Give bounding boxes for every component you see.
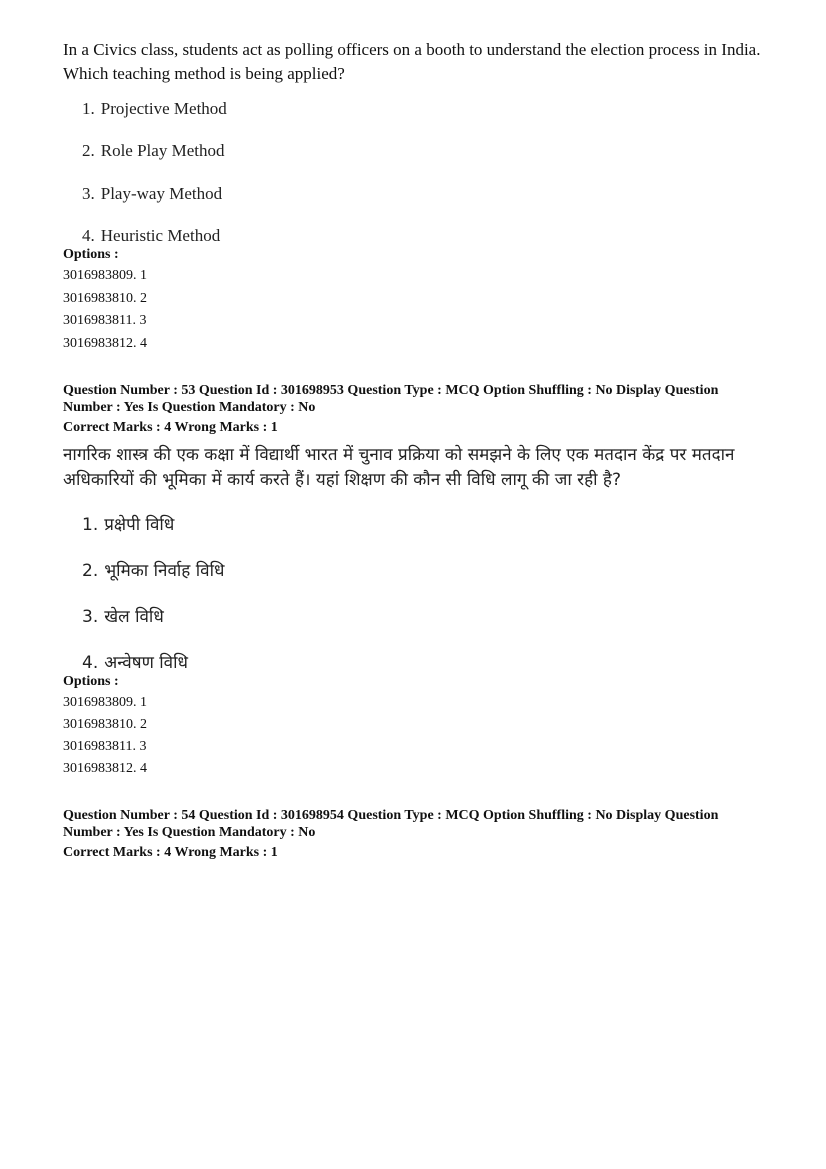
option-id: 3016983809. 1 [63, 268, 147, 283]
choice-item: 3. Play-way Method [82, 184, 223, 203]
option-id: 3016983812. 4 [63, 336, 147, 351]
question-54-header [63, 808, 763, 861]
option-id: 3016983812. 4 [63, 761, 147, 776]
choice-item: 4. Heuristic Method [82, 226, 221, 245]
option-id: 3016983811. 3 [63, 313, 147, 328]
options-label: Options : [63, 247, 119, 262]
option-id: 3016983809. 1 [63, 695, 147, 710]
option-id: 3016983810. 2 [63, 717, 147, 732]
question-header-line: Question Number : 54 Question Id : 301698954 Question Type : MCQ Option Shuffling : No Display Question [63, 808, 719, 823]
choice-item: 1. प्रक्षेपी विधि [82, 515, 175, 535]
question-header-line: Question Number : 53 Question Id : 301698953 Question Type : MCQ Option Shuffling : No Display Question [63, 383, 719, 398]
option-id: 3016983810. 2 [63, 291, 147, 306]
options-label: Options : [63, 674, 119, 689]
choice-item: 4. अन्वेषण विधि [82, 653, 188, 673]
choice-item: 2. Role Play Method [82, 141, 225, 160]
question-header-line: Number : Yes Is Question Mandatory : No [63, 400, 316, 415]
question-52-text: In a Civics class, students act as polling officers on a booth to understand the election process in India. Which teaching method is being applied? [63, 40, 761, 83]
question-header-line: Number : Yes Is Question Mandatory : No [63, 825, 316, 840]
question-marks: Correct Marks : 4 Wrong Marks : 1 [63, 420, 278, 435]
question-marks: Correct Marks : 4 Wrong Marks : 1 [63, 845, 278, 860]
choice-item: 1. Projective Method [82, 99, 227, 118]
choice-item: 2. भूमिका निर्वाह विधि [82, 561, 225, 581]
choice-item: 3. खेल विधि [82, 607, 164, 627]
question-53-header [63, 383, 763, 436]
option-id: 3016983811. 3 [63, 739, 147, 754]
question-53-text: नागरिक शास्त्र की एक कक्षा में विद्यार्थी भारत में चुनाव प्रक्रिया को समझने के लिए एक मतदान केंद्र पर मतदान अधिकारियों की भूमिका में कार्य करते हैं। यहां शिक्षण की कौन सी विधि लागू की जा रही है? [63, 445, 735, 490]
